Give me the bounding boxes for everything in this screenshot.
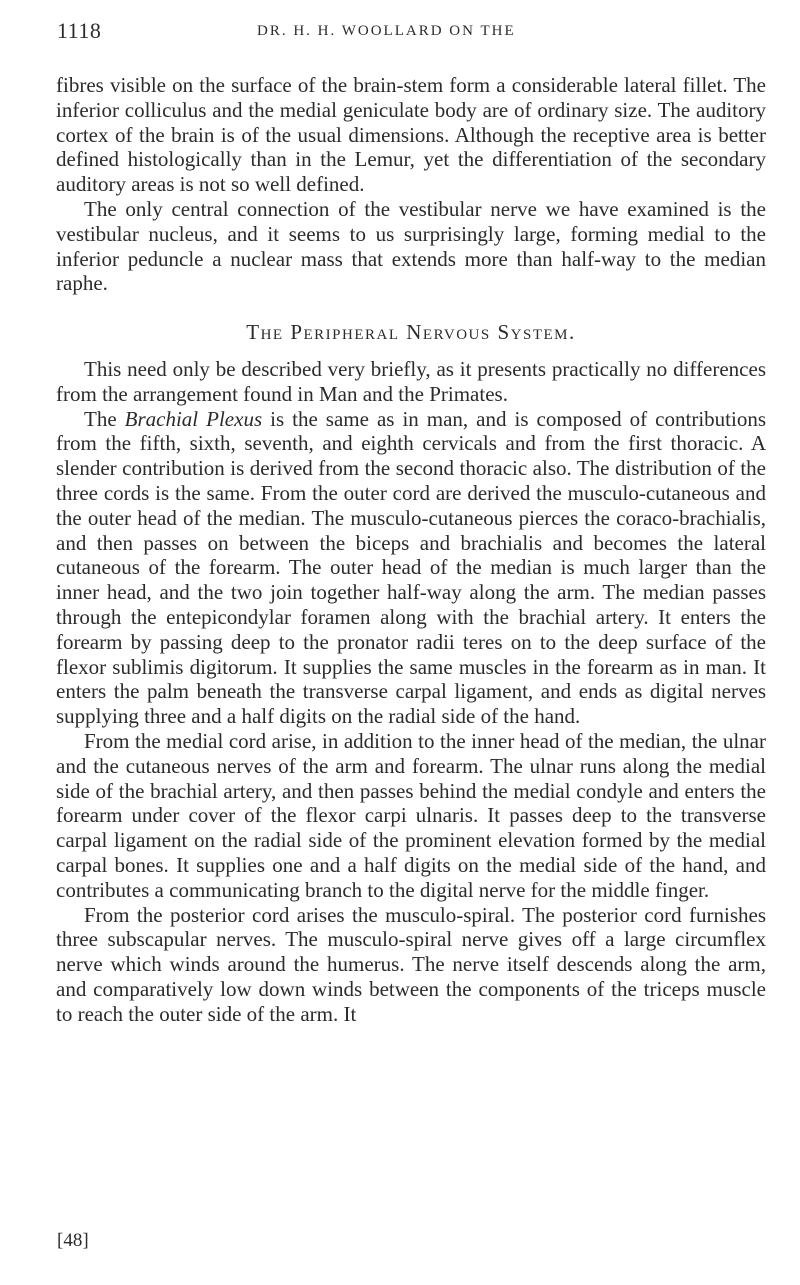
paragraph-posterior-cord: From the posterior cord arises the musculo-spiral. The posterior cord furnishes three subscapular nerves. The musculo-spiral nerve gives off a large circumflex nerve which winds around the humerus. The nerve itself descends along the arm, and comparatively low down winds between the components of the triceps muscle to reach the outer side of the arm. It xyxy=(56,902,766,1026)
running-head xyxy=(57,18,757,54)
brachial-rest: is the same as in man, and is composed of contributions from the fifth, sixth, seventh, and eighth cervicals and from the first thoracic. A slender contribution is derived from the second thoracic also. The distribution of the three cords is the same. From the outer cord are derived the musculo-cutaneous and the outer head of the median. The musculo-cutaneous pierces the coraco-brachialis, and then passes on between the biceps and brachialis and becomes the lateral cutaneous of the forearm. The outer head of the median is much larger than the inner head, and the two join together half-way along the arm. The median passes through the entepicondylar foramen along with the brachial artery. It enters the forearm by passing deep to the pronator radii teres on to the deep surface of the flexor sublimis digitorum. It supplies the same muscles in the forearm as in man. It enters the palm beneath the transverse carpal ligament, and ends as digital nerves supplying three and a half digits on the radial side of the hand. xyxy=(56,406,766,729)
paragraph-medial-cord: From the medial cord arise, in addition to the inner head of the median, the ulnar and the cutaneous nerves of the arm and forearm. The ulnar runs along the medial side of the brachial artery, and then passes behind the medial condyle and enters the forearm under cover of the flexor carpi ulnaris. It passes deep to the transverse carpal ligament on the radial side of the prominent elevation formed by the medial carpal bones. It supplies one and a half digits on the medial side of the hand, and contributes a communicating branch to the digital nerve for the middle finger. xyxy=(56,728,766,902)
paragraph-brachial-plexus xyxy=(56,407,766,729)
paragraph-vestibular: The only central connection of the vestibular nerve we have examined is the vestibular nucleus, and it seems to us surprisingly large, forming medial to the inferior peduncle a nuclear mass that extends more than half-way to the median raphe. xyxy=(56,196,766,296)
section-heading: The Peripheral Nervous System. xyxy=(246,320,576,345)
brachial-prefix: The xyxy=(84,406,125,431)
paragraph-intro: This need only be described very briefly, as it presents practically no differences from the arrangement found in Man and the Primates. xyxy=(56,356,766,406)
signature-mark: [48] xyxy=(57,1230,89,1251)
running-title: DR. H. H. WOOLLARD ON THE xyxy=(257,23,516,39)
body-text xyxy=(56,73,766,1026)
paragraph-auditory: fibres visible on the surface of the brain-stem form a considerable lateral fillet. The inferior colliculus and the medial geniculate body are of ordinary size. The auditory cortex of the brain is of the usual dimensions. Although the receptive area is better defined histologically than in the Lemur, yet the differentiation of the secondary auditory areas is not so well defined. xyxy=(56,73,766,197)
brachial-plexus-term: Brachial Plexus xyxy=(124,406,263,431)
page-number: 1118 xyxy=(57,18,102,43)
